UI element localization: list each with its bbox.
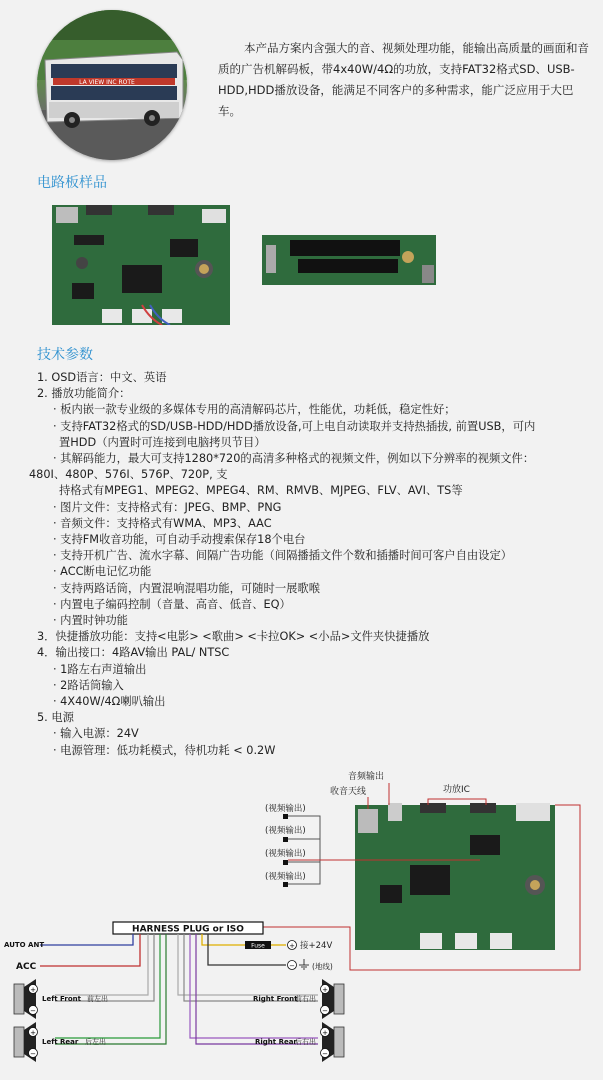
pcb-board-main: [52, 205, 230, 325]
svg-text:+: +: [322, 986, 328, 994]
spec-line: 2. 播放功能简介：: [37, 387, 131, 401]
label-video-out-3: (视频输出): [265, 849, 306, 859]
spec-line: · 内置电子编码控制（音量、高音、低音、EQ）: [53, 597, 291, 611]
label-left-front: Left Front: [42, 995, 81, 1003]
spec-line: · 2路话筒输入: [53, 678, 124, 692]
svg-text:+: +: [289, 942, 295, 950]
label-radio-antenna: 收音天线: [330, 787, 367, 797]
diagram-pcb-board: [355, 803, 555, 950]
spec-line: 1. OSD语言：中文、英语: [37, 371, 167, 384]
label-right-rear: Right Rear: [255, 1038, 297, 1046]
spec-line: · 1路左右声道输出: [53, 662, 147, 676]
label-video-out-1: (视频输出): [265, 804, 306, 814]
svg-text:−: −: [322, 1007, 328, 1015]
bus-image: [37, 10, 187, 160]
label-harness: HARNESS PLUG or ISO: [132, 924, 244, 935]
label-video-out-2: (视频输出): [265, 826, 306, 836]
wiring-diagram: [0, 765, 603, 1080]
spec-line: · 图片文件：支持格式有：JPEG、BMP、PNG: [53, 500, 282, 514]
bus-photo: [37, 10, 187, 160]
label-left-rear-cn: 后左出: [85, 1038, 106, 1046]
spec-line: 4．输出接口：4路AV输出 PAL/ NTSC: [37, 646, 230, 660]
spec-line: · 支持FM收音功能，可自动手动搜索保存18个电台: [53, 533, 306, 547]
spec-line: · 其解码能力，最大可支持1280*720的高清多种格式的视频文件，例如以下分辨率的视频文件：: [53, 452, 535, 466]
spec-line: 5. 电源: [37, 711, 74, 725]
label-auto-ant: AUTO ANT: [4, 941, 45, 949]
svg-text:−: −: [322, 1050, 328, 1058]
svg-text:+: +: [30, 1029, 36, 1037]
label-left-front-cn: 前左出: [87, 995, 108, 1003]
spec-line: · 4X40W/4Ω喇叭输出: [53, 695, 166, 709]
bus-banner: LA VIEW INC ROTE: [79, 79, 135, 86]
section-title-pcb: 电路板样品: [37, 175, 107, 191]
label-right-front-cn: 前右出: [295, 995, 316, 1003]
spec-line: 置HDD（内置时可连接到电脑拷贝节目）: [59, 435, 266, 449]
label-video-out-4: (视频输出): [265, 872, 306, 882]
spec-line: 持格式有MPEG1、MPEG2、MPEG4、RM、RMVB、MJPEG、FLV、AVI、TS等: [59, 484, 463, 498]
spec-list: [29, 370, 597, 759]
spec-line: · 板内嵌一款专业级的多媒体专用的高清解码芯片，性能优，功耗低，稳定性好；: [53, 403, 456, 417]
svg-text:−: −: [30, 1050, 36, 1058]
spec-line: 3．快捷播放功能：支持<电影> <歌曲> <卡拉OK> <小品>文件夹快捷播放: [37, 630, 430, 644]
spec-line: · ACC断电记忆功能: [53, 565, 152, 579]
label-left-rear: Left Rear: [42, 1038, 79, 1046]
intro-paragraph: 本产品方案内含强大的音、视频处理功能，能输出高质量的画面和音质的广告机解码板，带4x40W/4Ω的功放，支持FAT32格式SD、USB-HDD,HDD播放设备，能满足不同客户的多种需求，能广泛应用于大巴车。: [218, 41, 589, 118]
spec-line: · 输入电源：24V: [53, 727, 139, 741]
spec-line: · 支持两路话筒，内置混响混唱功能，可随时一展歌喉: [53, 581, 321, 595]
ground-icon: [299, 959, 309, 969]
label-audio-out: 音频输出: [348, 772, 385, 782]
label-fuse: Fuse: [251, 942, 265, 950]
svg-text:−: −: [30, 1007, 36, 1015]
svg-text:+: +: [30, 986, 36, 994]
section-title-spec: 技术参数: [37, 347, 93, 363]
spec-line: 480I、480P、576I、576P、720P, 支: [29, 468, 228, 482]
spec-line: · 电源管理：低功耗模式，待机功耗 < 0.2W: [53, 743, 276, 757]
spec-line: · 内置时钟功能: [53, 614, 128, 628]
spec-line: · 支持开机广告、流水字幕、间隔广告功能（间隔播插文件个数和插播时间可客户自由设定）: [53, 549, 513, 563]
label-right-front: Right Front: [253, 995, 298, 1003]
spec-line: · 音频文件：支持格式有WMA、MP3、AAC: [53, 516, 272, 530]
label-amp-ic: 功放IC: [443, 785, 470, 795]
label-plus24v: 接+24V: [300, 941, 333, 951]
label-right-rear-cn: 后右出: [295, 1038, 316, 1046]
label-acc: ACC: [16, 962, 37, 972]
svg-text:+: +: [322, 1029, 328, 1037]
label-ground: (地线): [312, 962, 333, 971]
pcb-board-display: [262, 235, 436, 285]
spec-line: · 支持FAT32格式的SD/USB-HDD/HDD播放设备,可上电自动读取并支持热插拔, 前置USB，可内: [53, 419, 536, 433]
svg-text:−: −: [289, 962, 295, 970]
